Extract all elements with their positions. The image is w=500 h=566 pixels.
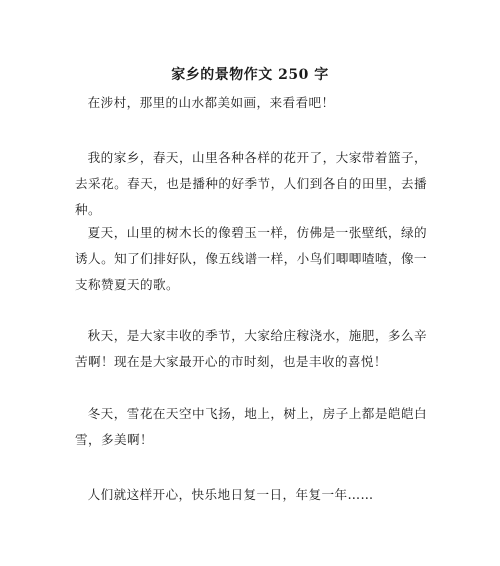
paragraph-intro: 在涉村，那里的山水都美如画，来看看吧！ <box>87 95 335 110</box>
paragraph-spring: 我的家乡，春天，山里各种各样的花开了，大家带着篮子，去采花。春天，也是播种的好季节，人们到各自的田里，去播种。 <box>75 150 427 217</box>
paragraph-winter: 冬天，雪花在天空中飞扬，地上，树上，房子上都是皑皑白雪，多美啊！ <box>75 406 427 447</box>
paragraph-autumn: 秋天，是大家丰收的季节，大家给庄稼浇水，施肥，多么辛苦啊！现在是大家最开心的市时刻，也是丰收的喜悦！ <box>75 328 427 369</box>
paragraph-summer: 夏天，山里的树木长的像碧玉一样，仿佛是一张壁纸，绿的诱人。知了们排好队，像五线谱一样，小鸟们唧唧喳喳，像一支称赞夏天的歌。 <box>75 225 427 292</box>
document-title: 家乡的景物作文 250 字 <box>171 67 329 83</box>
paragraph-conclusion: 人们就这样开心，快乐地日复一日，年复一年…… <box>87 487 374 502</box>
